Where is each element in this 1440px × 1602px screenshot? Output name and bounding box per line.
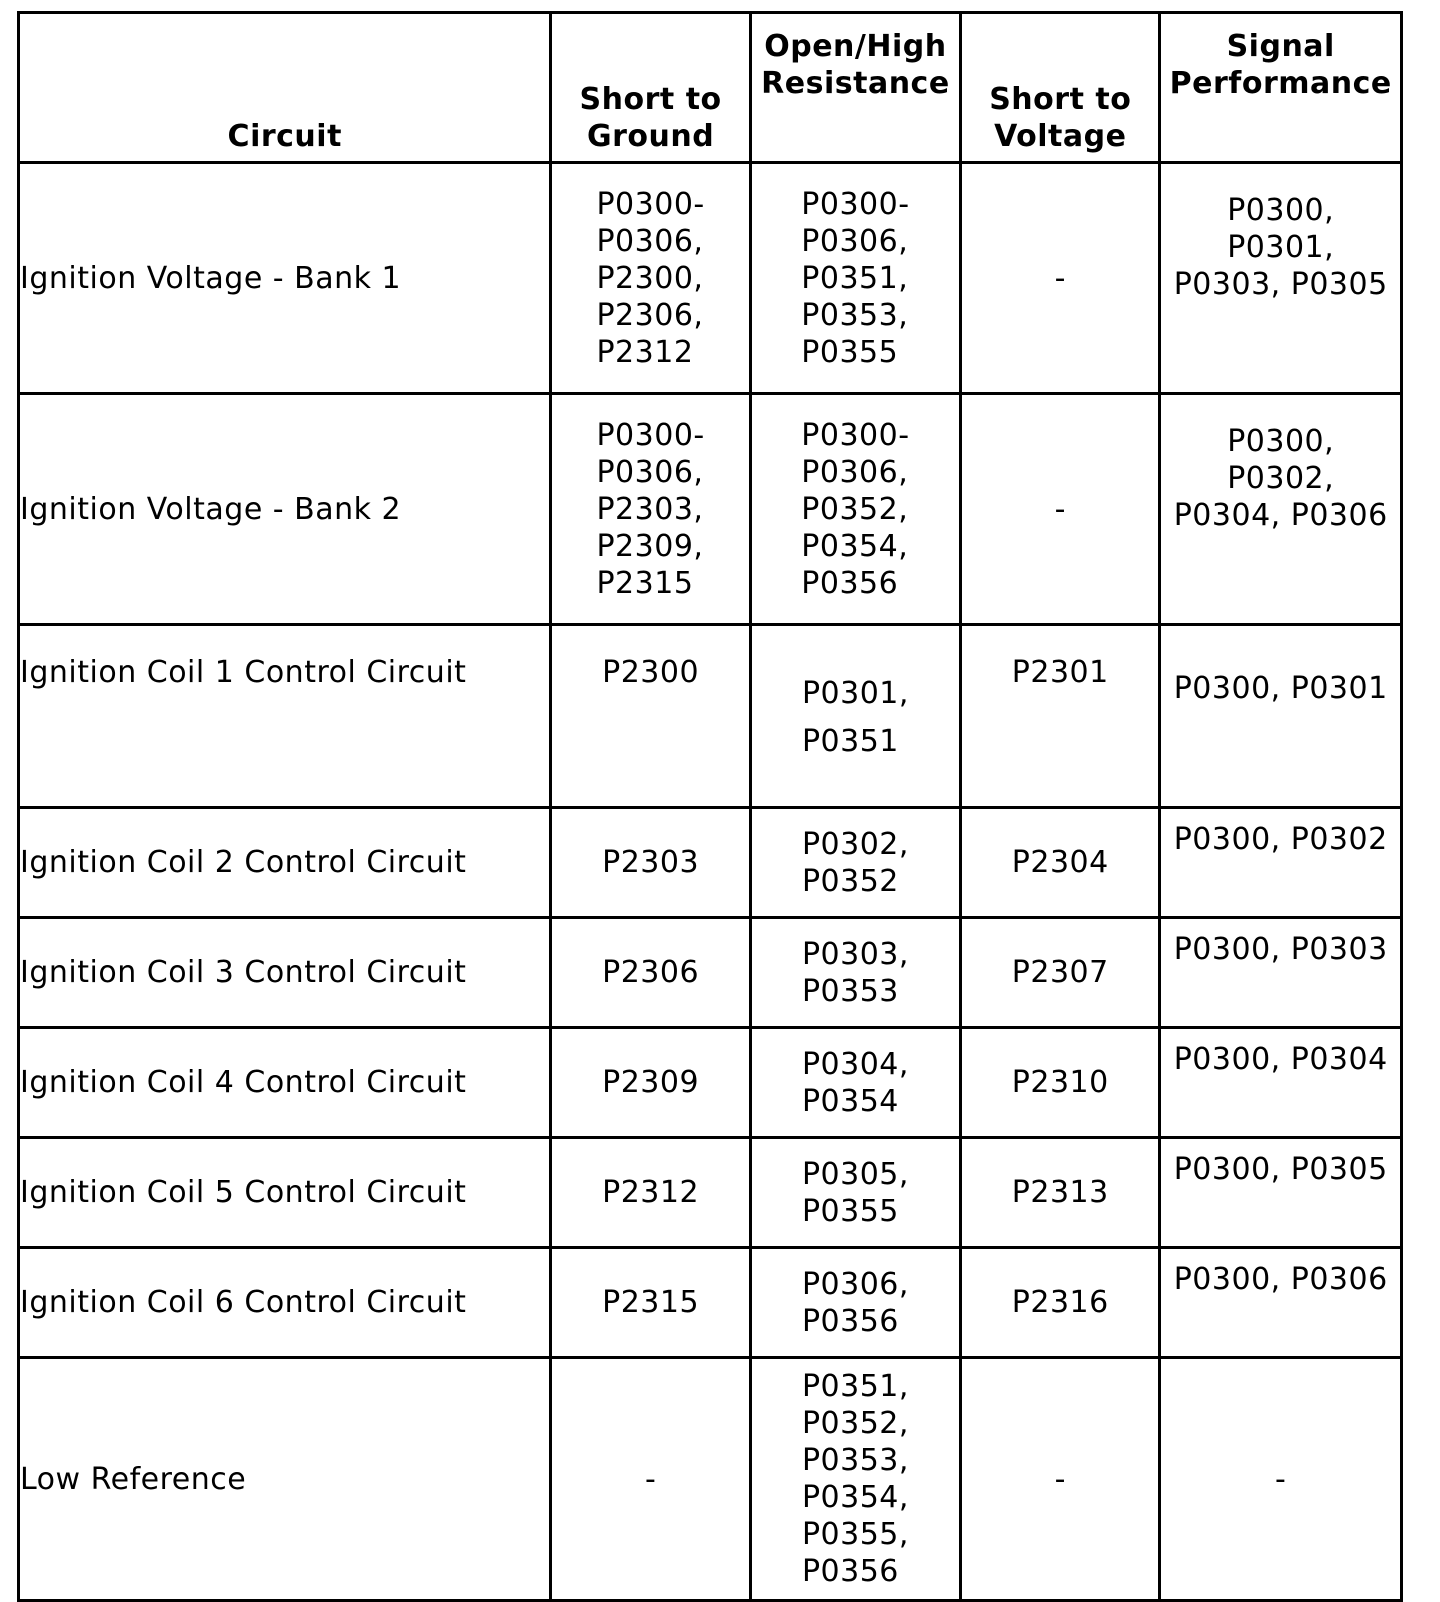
open-high-resistance-cell: P0301, P0351 bbox=[750, 625, 960, 808]
circuit-cell: Ignition Voltage - Bank 1 bbox=[19, 163, 551, 394]
open-high-resistance-cell: P0300- P0306, P0351, P0353, P0355 bbox=[750, 163, 960, 394]
short-to-voltage-cell: P2316 bbox=[961, 1248, 1160, 1358]
signal-performance-cell: P0300, P0302, P0304, P0306 bbox=[1160, 394, 1402, 625]
short-to-ground-cell: P2309 bbox=[551, 1028, 750, 1138]
circuit-cell: Low Reference bbox=[19, 1358, 551, 1601]
short-to-voltage-cell: P2301 bbox=[961, 625, 1160, 808]
signal-performance-cell: - bbox=[1160, 1358, 1402, 1601]
signal-performance-cell: P0300, P0302 bbox=[1160, 808, 1402, 918]
short-to-voltage-cell: P2310 bbox=[961, 1028, 1160, 1138]
circuit-cell: Ignition Voltage - Bank 2 bbox=[19, 394, 551, 625]
open-high-resistance-cell: P0306, P0356 bbox=[750, 1248, 960, 1358]
table-row bbox=[19, 163, 1402, 394]
table-row bbox=[19, 1248, 1402, 1358]
short-to-voltage-cell: - bbox=[961, 163, 1160, 394]
open-high-resistance-cell: P0300- P0306, P0352, P0354, P0356 bbox=[750, 394, 960, 625]
short-to-voltage-cell: - bbox=[961, 1358, 1160, 1601]
header-row bbox=[19, 13, 1402, 163]
short-to-voltage-cell: P2304 bbox=[961, 808, 1160, 918]
short-to-ground-cell: P2306 bbox=[551, 918, 750, 1028]
table-row bbox=[19, 808, 1402, 918]
dtc-table bbox=[17, 11, 1403, 1602]
circuit-cell: Ignition Coil 5 Control Circuit bbox=[19, 1138, 551, 1248]
signal-performance-cell: P0300, P0304 bbox=[1160, 1028, 1402, 1138]
short-to-ground-cell: - bbox=[551, 1358, 750, 1601]
short-to-voltage-cell: P2313 bbox=[961, 1138, 1160, 1248]
table-row bbox=[19, 625, 1402, 808]
open-high-resistance-cell: P0303, P0353 bbox=[750, 918, 960, 1028]
open-high-resistance-cell: P0302, P0352 bbox=[750, 808, 960, 918]
table-row bbox=[19, 394, 1402, 625]
open-high-resistance-cell: P0305, P0355 bbox=[750, 1138, 960, 1248]
header-circuit: Circuit bbox=[19, 13, 551, 163]
circuit-cell: Ignition Coil 4 Control Circuit bbox=[19, 1028, 551, 1138]
circuit-cell: Ignition Coil 6 Control Circuit bbox=[19, 1248, 551, 1358]
short-to-ground-cell: P2303 bbox=[551, 808, 750, 918]
signal-performance-cell: P0300, P0301 bbox=[1160, 625, 1402, 808]
header-open-high-resistance: Open/High Resistance bbox=[750, 13, 960, 163]
short-to-voltage-cell: - bbox=[961, 394, 1160, 625]
short-to-ground-cell: P2315 bbox=[551, 1248, 750, 1358]
circuit-cell: Ignition Coil 2 Control Circuit bbox=[19, 808, 551, 918]
signal-performance-cell: P0300, P0305 bbox=[1160, 1138, 1402, 1248]
short-to-ground-cell: P2300 bbox=[551, 625, 750, 808]
table-row bbox=[19, 918, 1402, 1028]
open-high-resistance-cell: P0304, P0354 bbox=[750, 1028, 960, 1138]
open-high-resistance-cell: P0351, P0352, P0353, P0354, P0355, P0356 bbox=[750, 1358, 960, 1601]
short-to-ground-cell: P2312 bbox=[551, 1138, 750, 1248]
signal-performance-cell: P0300, P0301, P0303, P0305 bbox=[1160, 163, 1402, 394]
short-to-ground-cell: P0300- P0306, P2303, P2309, P2315 bbox=[551, 394, 750, 625]
signal-performance-cell: P0300, P0306 bbox=[1160, 1248, 1402, 1358]
circuit-cell: Ignition Coil 3 Control Circuit bbox=[19, 918, 551, 1028]
header-short-to-ground: Short to Ground bbox=[551, 13, 750, 163]
circuit-cell: Ignition Coil 1 Control Circuit bbox=[19, 625, 551, 808]
short-to-voltage-cell: P2307 bbox=[961, 918, 1160, 1028]
table-row bbox=[19, 1358, 1402, 1601]
header-short-to-voltage: Short to Voltage bbox=[961, 13, 1160, 163]
table-row bbox=[19, 1028, 1402, 1138]
table-row bbox=[19, 1138, 1402, 1248]
short-to-ground-cell: P0300- P0306, P2300, P2306, P2312 bbox=[551, 163, 750, 394]
header-signal-performance: Signal Performance bbox=[1160, 13, 1402, 163]
signal-performance-cell: P0300, P0303 bbox=[1160, 918, 1402, 1028]
